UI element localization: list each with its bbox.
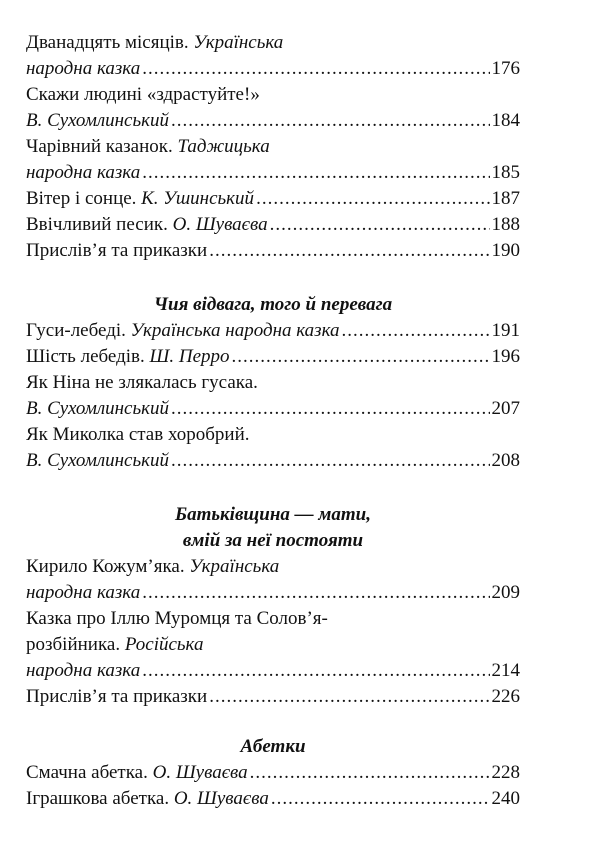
entry-text bbox=[26, 448, 169, 474]
entry-title: Шість лебедів. bbox=[26, 346, 150, 367]
toc-line bbox=[26, 448, 520, 474]
entry-text bbox=[26, 580, 140, 606]
toc-entry bbox=[26, 422, 520, 474]
section-heading: вмій за неї постояти bbox=[182, 530, 364, 551]
dot-leader bbox=[171, 448, 489, 474]
entry-text bbox=[26, 344, 230, 370]
toc-entry bbox=[26, 238, 520, 264]
toc-line bbox=[26, 580, 520, 606]
toc-line bbox=[26, 160, 520, 186]
entry-author: народна казка bbox=[26, 162, 141, 183]
entry-text bbox=[26, 32, 283, 53]
entry-text bbox=[26, 396, 169, 422]
page-number: 196 bbox=[491, 346, 520, 367]
toc-entry bbox=[26, 318, 520, 344]
toc-line bbox=[26, 82, 520, 108]
dot-leader bbox=[142, 658, 489, 684]
entry-author: Українська bbox=[189, 556, 280, 577]
toc-line bbox=[26, 344, 520, 370]
toc-line bbox=[26, 30, 520, 56]
entry-title: Кирило Кожум’яка. bbox=[26, 556, 190, 577]
entry-text bbox=[26, 318, 340, 344]
page-number: 188 bbox=[491, 214, 520, 235]
entry-author: Ш. Перро bbox=[149, 346, 230, 367]
dot-leader bbox=[270, 212, 490, 238]
toc-line bbox=[26, 606, 520, 632]
entry-author: народна казка bbox=[26, 582, 141, 603]
dot-leader bbox=[142, 56, 489, 82]
toc-line bbox=[26, 108, 520, 134]
toc-entry bbox=[26, 760, 520, 786]
entry-author: В. Сухомлинський bbox=[26, 450, 170, 471]
entry-author: О. Шуваєва bbox=[152, 762, 248, 783]
entry-text bbox=[26, 160, 140, 186]
entry-title: Вітер і сонце. bbox=[26, 188, 142, 209]
entry-text bbox=[26, 84, 260, 105]
toc-entry bbox=[26, 684, 520, 710]
entry-title: Казка про Іллю Муромця та Солов’я- bbox=[26, 608, 328, 629]
section-spacer bbox=[26, 264, 520, 292]
toc-entry bbox=[26, 134, 520, 186]
toc-line bbox=[26, 56, 520, 82]
page-number: 176 bbox=[491, 58, 520, 79]
entry-title: Гуси-лебеді. bbox=[26, 320, 131, 341]
entry-author: народна казка bbox=[26, 660, 141, 681]
page-number: 207 bbox=[491, 398, 520, 419]
toc-section bbox=[26, 710, 520, 812]
entry-title: Прислів’я та приказки bbox=[26, 686, 208, 707]
entry-title: Чарівний казанок. bbox=[26, 136, 178, 157]
entry-title: Дванадцять місяців. bbox=[26, 32, 194, 53]
dot-leader bbox=[250, 760, 490, 786]
dot-leader bbox=[209, 238, 489, 264]
entry-text bbox=[26, 786, 269, 812]
dot-leader bbox=[271, 786, 490, 812]
entry-title: розбійника. bbox=[26, 634, 125, 655]
page-number: 208 bbox=[491, 450, 520, 471]
toc-entry bbox=[26, 606, 520, 684]
dot-leader bbox=[142, 160, 489, 186]
page-number: 184 bbox=[491, 110, 520, 131]
section-heading: Батьківщина — мати, bbox=[175, 504, 371, 525]
entry-text bbox=[26, 238, 207, 264]
entry-author: В. Сухомлинський bbox=[26, 110, 170, 131]
entry-title: Смачна абетка. bbox=[26, 762, 153, 783]
entry-text bbox=[26, 372, 258, 393]
page-number: 191 bbox=[491, 320, 520, 341]
page-number: 187 bbox=[491, 188, 520, 209]
toc-line bbox=[26, 786, 520, 812]
section-spacer bbox=[26, 710, 520, 734]
entry-author: Українська bbox=[193, 32, 284, 53]
entry-author: К. Ушинський bbox=[141, 188, 255, 209]
entry-title: Прислів’я та приказки bbox=[26, 240, 208, 261]
toc-line bbox=[26, 186, 520, 212]
toc-entry bbox=[26, 786, 520, 812]
toc-section bbox=[26, 474, 520, 710]
dot-leader bbox=[209, 684, 489, 710]
toc-line bbox=[26, 238, 520, 264]
entry-text bbox=[26, 56, 140, 82]
entry-author: Українська народна казка bbox=[130, 320, 340, 341]
dot-leader bbox=[142, 580, 489, 606]
toc-line bbox=[26, 632, 520, 658]
entry-text bbox=[26, 658, 140, 684]
section-heading: Абетки bbox=[240, 736, 306, 757]
dot-leader bbox=[256, 186, 489, 212]
entry-title: Іграшкова абетка. bbox=[26, 788, 174, 809]
entry-title: Скажи людині «здрастуйте!» bbox=[26, 84, 260, 105]
entry-title: Як Миколка став хоробрий. bbox=[26, 424, 250, 445]
entry-author: О. Шуваєва bbox=[173, 788, 269, 809]
toc-line bbox=[26, 554, 520, 580]
toc-line bbox=[26, 760, 520, 786]
toc-entry bbox=[26, 186, 520, 212]
entry-text bbox=[26, 608, 328, 629]
page-number: 240 bbox=[491, 788, 520, 809]
entry-author: О. Шуваєва bbox=[172, 214, 268, 235]
toc-line bbox=[26, 212, 520, 238]
entry-author: В. Сухомлинський bbox=[26, 398, 170, 419]
toc-entry bbox=[26, 554, 520, 606]
entry-text bbox=[26, 634, 203, 655]
page-number: 226 bbox=[491, 686, 520, 707]
entry-text bbox=[26, 760, 248, 786]
entry-title: Як Ніна не злякалась гусака. bbox=[26, 372, 258, 393]
page-number: 209 bbox=[491, 582, 520, 603]
entry-text bbox=[26, 556, 279, 577]
entry-author: Таджицька bbox=[177, 136, 270, 157]
toc-entry bbox=[26, 344, 520, 370]
toc-section bbox=[26, 30, 520, 264]
toc-line bbox=[26, 396, 520, 422]
entry-text bbox=[26, 684, 207, 710]
toc-line bbox=[26, 134, 520, 160]
dot-leader bbox=[171, 108, 489, 134]
toc-entry bbox=[26, 370, 520, 422]
entry-text bbox=[26, 108, 169, 134]
entry-title: Ввічливий песик. bbox=[26, 214, 173, 235]
toc-line bbox=[26, 370, 520, 396]
section-spacer bbox=[26, 474, 520, 502]
entry-text bbox=[26, 186, 254, 212]
entry-text bbox=[26, 212, 268, 238]
toc-line bbox=[26, 684, 520, 710]
entry-author: народна казка bbox=[26, 58, 141, 79]
entry-text bbox=[26, 424, 250, 445]
toc-line bbox=[26, 318, 520, 344]
page-number: 228 bbox=[491, 762, 520, 783]
toc-line bbox=[26, 658, 520, 684]
section-heading: Чия відвага, того й перевага bbox=[153, 294, 393, 315]
page-number: 214 bbox=[491, 660, 520, 681]
toc-entry bbox=[26, 30, 520, 82]
entry-text bbox=[26, 136, 270, 157]
dot-leader bbox=[171, 396, 489, 422]
toc-section bbox=[26, 264, 520, 474]
dot-leader bbox=[232, 344, 490, 370]
toc-entry bbox=[26, 82, 520, 134]
page-number: 190 bbox=[491, 240, 520, 261]
toc-entry bbox=[26, 212, 520, 238]
entry-author: Російська bbox=[124, 634, 204, 655]
dot-leader bbox=[342, 318, 490, 344]
toc-line bbox=[26, 422, 520, 448]
page-number: 185 bbox=[491, 162, 520, 183]
table-of-contents bbox=[26, 30, 520, 812]
